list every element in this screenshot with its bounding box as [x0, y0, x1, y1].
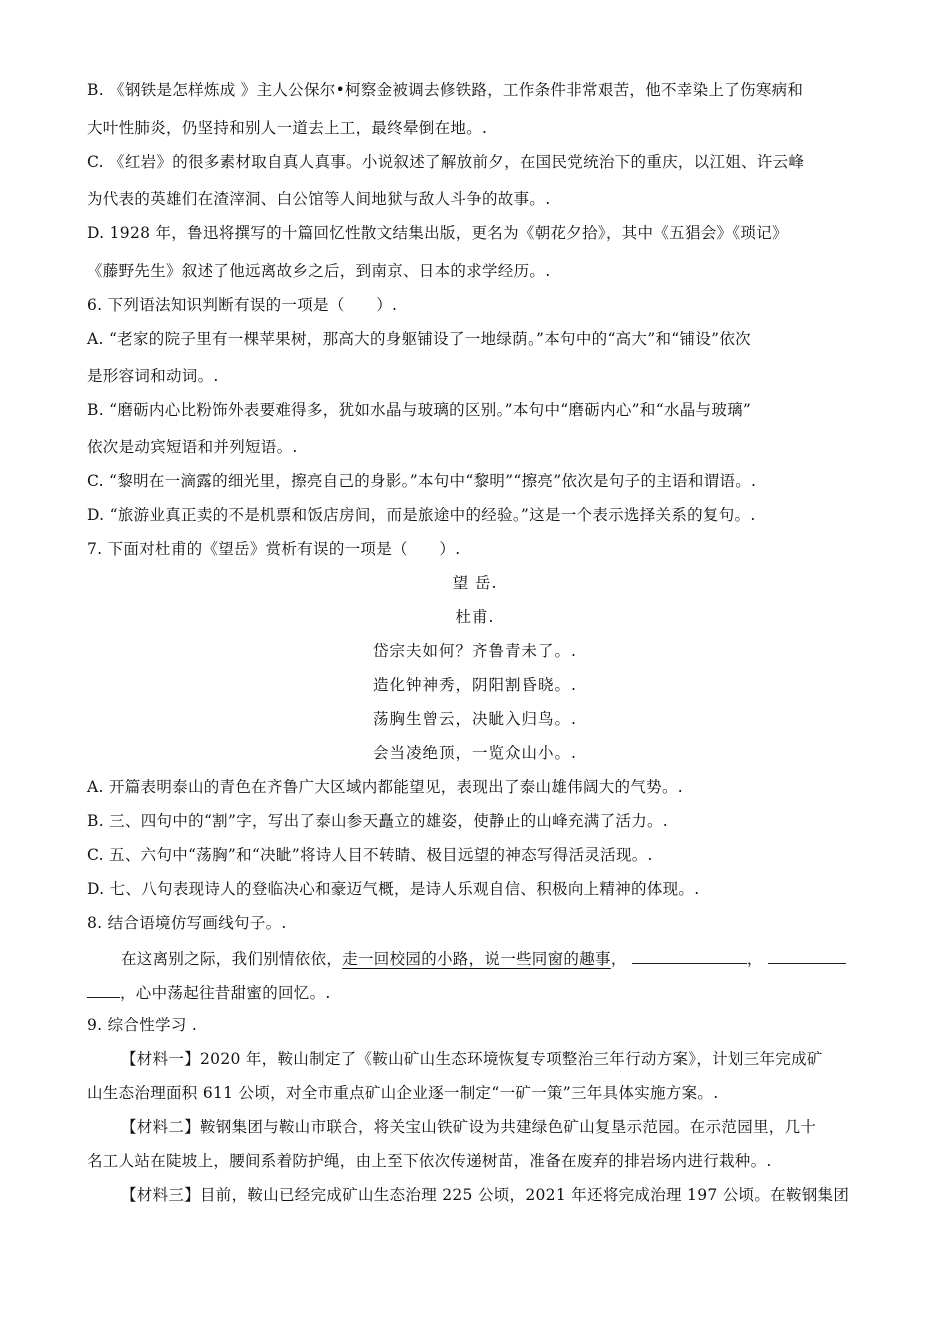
poem-line-1: 岱宗夫如何？齐鲁青未了。.: [373, 642, 577, 660]
q5-option-b-line2: 大叶性肺炎，仍坚持和别人一道去上工，最终晕倒在地。.: [87, 119, 488, 137]
q6-option-a-line1: A. “老家的院子里有一棵苹果树，那高大的身躯铺设了一地绿荫。”本句中的“高大”和“铺设”依次: [87, 330, 751, 348]
q8-answer-blank-2[interactable]: [768, 947, 846, 964]
q8-underlined-sentence: 走一回校园的小路，说一些同窗的趣事: [342, 950, 611, 968]
q7-stem: 7. 下面对杜甫的《望岳》赏析有误的一项是（ ）.: [87, 540, 461, 558]
q6-option-b-line1: B. “磨砺内心比粉饰外表要难得多，犹如水晶与玻璃的区别。”本句中“磨砺内心”和“水晶与玻璃”: [87, 401, 752, 419]
q5-option-d-line1: D. 1928 年，鲁迅将撰写的十篇回忆性散文结集出版，更名为《朝花夕拾》，其中《五猖会》《琐记》: [87, 224, 788, 242]
q9-stem: 9. 综合性学习 .: [87, 1016, 198, 1034]
q5-option-c-line1: C. 《红岩》的很多素材取自真人真事。小说叙述了解放前夕，在国民党统治下的重庆，以江姐、许云峰: [87, 153, 805, 171]
q7-option-d: D. 七、八句表现诗人的登临决心和豪迈气概，是诗人乐观自信、积极向上精神的体现。.: [87, 880, 700, 898]
q9-material-1-line1: 【材料一】2020 年，鞍山制定了《鞍山矿山生态环境恢复专项整治三年行动方案》，计划三年完成矿: [121, 1050, 823, 1068]
q9-material-1-line2: 山生态治理面积 611 公顷，对全市重点矿山企业逐一制定“一矿一策”三年具体实施方案。.: [87, 1084, 719, 1102]
q8-answer-blank-1[interactable]: [632, 947, 747, 964]
q9-material-2-line2: 名工人站在陡坡上，腰间系着防护绳，由上至下依次传递树苗，准备在废弃的排岩场内进行栽种。.: [87, 1152, 772, 1170]
q8-passage-line1: [121, 947, 846, 969]
q8-answer-blank-2-cont[interactable]: [87, 981, 120, 998]
q6-option-a-line2: 是形容词和动词。.: [87, 367, 219, 385]
q6-stem: 6. 下列语法知识判断有误的一项是（ ）.: [87, 296, 398, 314]
q7-option-c: C. 五、六句中“荡胸”和“决眦”将诗人目不转睛、极目远望的神态写得活灵活现。.: [87, 846, 653, 864]
poem-line-2: 造化钟神秀，阴阳割昏晓。.: [373, 676, 577, 694]
q6-option-c: C. “黎明在一滴露的细光里，擦亮自己的身影。”本句中“黎明”“擦亮”依次是句子的主语和谓语。.: [87, 472, 757, 490]
q9-material-2-line1: 【材料二】鞍钢集团与鞍山市联合，将关宝山铁矿设为共建绿色矿山复垦示范园。在示范园里，几十: [121, 1118, 817, 1136]
q8-text-before: 在这离别之际，我们别情依依，: [121, 950, 343, 968]
q8-passage-line2: [87, 981, 331, 1003]
q5-option-c-line2: 为代表的英雄们在渣滓洞、白公馆等人间地狱与敌人斗争的故事。.: [87, 190, 551, 208]
q7-option-a: A. 开篇表明泰山的青色在齐鲁广大区域内都能望见，表现出了泰山雄伟阔大的气势。.: [87, 778, 683, 796]
q8-stem: 8. 结合语境仿写画线句子。.: [87, 914, 287, 932]
q8-text-after: ，心中荡起往昔甜蜜的回忆。.: [120, 984, 331, 1002]
poem-line-4: 会当凌绝顶，一览众山小。.: [373, 744, 577, 762]
q8-separator: ，: [610, 950, 627, 968]
q6-option-b-line2: 依次是动宾短语和并列短语。.: [87, 438, 298, 456]
q5-option-b-line1: B. 《钢铁是怎样炼成 》主人公保尔•柯察金被调去修铁路，工作条件非常艰苦，他不幸染上了伤寒病和: [87, 81, 804, 99]
q7-option-b: B. 三、四句中的“割”字，写出了泰山参天矗立的雄姿，使静止的山峰充满了活力。.: [87, 812, 669, 830]
q6-option-d: D. “旅游业真正卖的不是机票和饭店房间，而是旅途中的经验。”这是一个表示选择关系的复句。.: [87, 506, 756, 524]
poem-title: 望 岳.: [452, 574, 498, 592]
poem-author: 杜甫.: [455, 608, 495, 626]
q9-material-3-line1: 【材料三】目前，鞍山已经完成矿山生态治理 225 公顷，2021 年还将完成治理 197 公顷。在鞍钢集团: [121, 1186, 850, 1204]
q5-option-d-line2: 《藤野先生》叙述了他远离故乡之后，到南京、日本的求学经历。.: [87, 262, 551, 280]
poem-line-3: 荡胸生曾云，决眦入归鸟。.: [373, 710, 577, 728]
q8-separator: ，: [746, 950, 763, 968]
